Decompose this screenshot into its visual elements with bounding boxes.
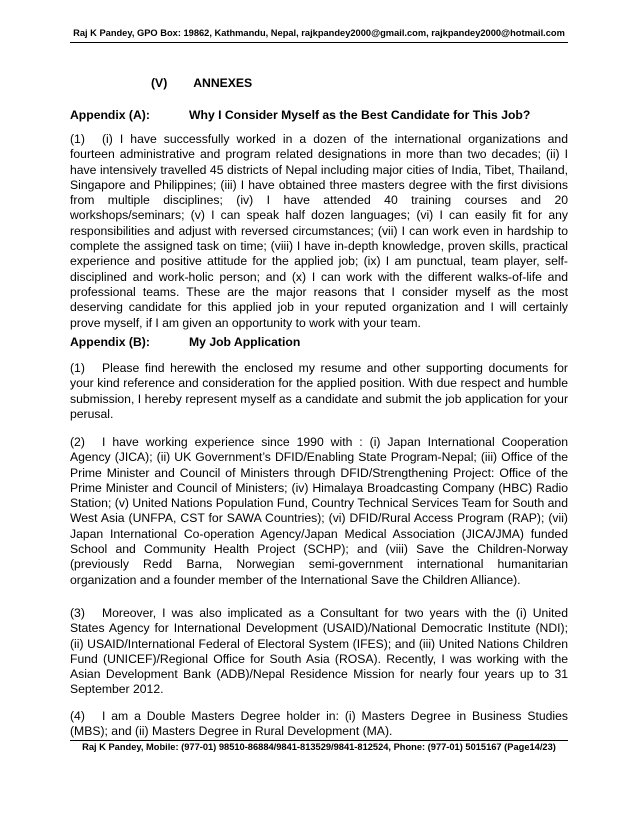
appendix-a-heading [70, 108, 531, 122]
appendix-b-paragraph-4 [70, 709, 568, 740]
page-header: Raj K Pandey, GPO Box: 19862, Kathmandu, Nepal, rajkpandey2000@gmail.com, rajkpandey2000@hotmail.com [73, 28, 565, 38]
appendix-b-paragraph-2 [70, 435, 568, 588]
paragraph-number: (2) [70, 435, 85, 449]
appendix-b-label: Appendix (B): [70, 335, 150, 349]
appendix-b-paragraph-3 [70, 606, 568, 698]
paragraph-number: (3) [70, 606, 85, 620]
paragraph-number: (1) [70, 361, 85, 375]
appendix-a-title: Why I Consider Myself as the Best Candidate for This Job? [189, 108, 531, 122]
paragraph-text: Moreover, I was also implicated as a Consultant for two years with the (i) United States Agency for International Development (USAID)/National Democratic Institute (NDI); (ii) USAID/International Federal of Electoral System (IFES); and (iii) United Nations Children Fund (UNICEF)/Regional Office for South Asia (ROSA). Recently, I was working with the Asian Development Bank (ADB)/Nepal Residence Mission for nearly four years up to 31 September 2012. [70, 606, 568, 697]
footer-divider [70, 740, 568, 741]
appendix-b-heading [70, 335, 301, 349]
appendix-b-paragraph-1 [70, 361, 568, 422]
section-label: ANNEXES [193, 76, 253, 90]
header-divider [70, 42, 568, 43]
section-heading [151, 76, 252, 90]
paragraph-text: Please find herewith the enclosed my resume and other supporting documents for your kind reference and consideration for the applied position. With due respect and humble submission, I hereby represent myself as a candidate and submit the job application for your perusal. [70, 361, 568, 421]
appendix-a-paragraph-1 [70, 132, 568, 331]
page-footer: Raj K Pandey, Mobile: (977-01) 98510-86884/9841-813529/9841-812524, Phone: (977-01) 5015167 (Page14/23) [82, 742, 556, 752]
paragraph-number: (1) [70, 132, 85, 146]
paragraph-text: (i) I have successfully worked in a dozen of the international organizations and fourteen administrative and program related designations in more than two decades; (ii) I have intensively travelled 45 districts of Nepal including major cities of India, Tibet, Thailand, Singapore and Philippines; (iii) I have obtained three masters degree with the first divisions from multiple disciplines; (iv) I have attended 40 training courses and 20 workshops/seminars; (v) I can speak half dozen languages; (vi) I can easily fit for any responsibilities and adjust with reversed circumstances; (vii) I can work even in hardship to complete the assigned task on time; (viii) I have in-depth knowledge, proven skills, practical experience and positive attitude for the applied job; (ix) I am punctual, team player, self-disciplined and work-holic person; and (x) I can work with the different walks-of-life and professional teams. These are the major reasons that I consider myself as the most deserving candidate for this applied job in your reputed organization and I will certainly prove myself, if I am given an opportunity to work with your team. [70, 132, 568, 330]
appendix-a-label: Appendix (A): [70, 108, 150, 122]
section-number: (V) [151, 76, 168, 90]
paragraph-text: I have working experience since 1990 with : (i) Japan International Cooperation Agency (JICA); (ii) UK Government’s DFID/Enabling State Program-Nepal; (iii) Office of the Prime Minister and Council of Ministers through DFID/Strengthening Project: Office of the Prime Minister and Council of Ministers; (iv) Himalaya Broadcasting Company (HBC) Radio Station; (v) United Nations Population Fund, Country Technical Services Team for South and West Asia (UNFPA, CST for SAWA Countries); (vi) DFID/Rural Access Program (RAP); (vii) Japan International Co-operation Agency/Japan Medical Association (JICA/JMA) funded School and Community Health Project (SCHP); and (viii) Save the Children-Norway (previously Redd Barna, Norwegian semi-government international humanitarian organization and a founder member of the International Save the Children Alliance). [70, 435, 568, 587]
appendix-b-title: My Job Application [189, 335, 301, 349]
paragraph-number: (4) [70, 709, 85, 723]
paragraph-text: I am a Double Masters Degree holder in: (i) Masters Degree in Business Studies (MBS); and (ii) Masters Degree in Rural Development (MA). [70, 709, 568, 739]
